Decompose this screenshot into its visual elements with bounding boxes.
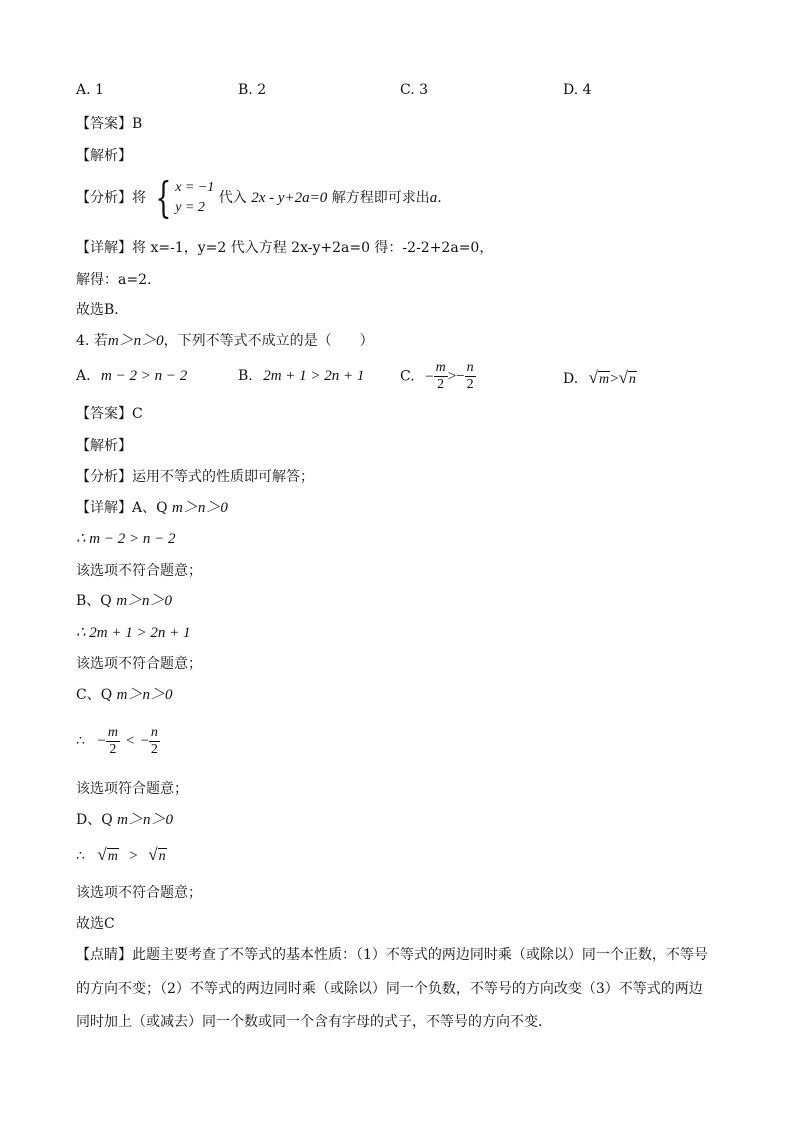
- q4-option-a: [76, 368, 187, 385]
- fraction-n-over-2: $\frac{n}{2}$: [150, 724, 158, 757]
- detail-head: B、Q: [76, 593, 112, 609]
- option-a-expr: m − 2 > n − 2: [101, 368, 188, 384]
- q4-detail-d-verdict: 该选项不符合题意；: [76, 885, 202, 901]
- q4-dianjing-1: [76, 945, 708, 965]
- q3-analysis-tag: 【解析】: [76, 148, 132, 164]
- q4-answer: [76, 404, 143, 424]
- system-row-2: y = 2: [175, 200, 205, 215]
- answer-tag: 【答案】: [76, 116, 132, 132]
- option-b-expr: 2m + 1 > 2n + 1: [263, 368, 365, 384]
- detail-head: C、Q: [76, 687, 113, 703]
- equation-system: [150, 173, 215, 222]
- q4-detail-b-result: [76, 623, 191, 643]
- q4-choose: 故选C: [76, 916, 115, 932]
- fenxi-var: a: [429, 190, 438, 206]
- detail-result: ∴ 2m + 1 > 2n + 1: [76, 625, 191, 641]
- option-label: A.: [76, 368, 91, 384]
- detail-condition: m＞n＞0: [117, 812, 173, 828]
- q4-detail-a-verdict: 该选项不符合题意；: [76, 563, 202, 579]
- fenxi-text: 运用不等式的性质即可解答；: [132, 469, 314, 485]
- q4-fenxi: [76, 467, 314, 487]
- sqrt-m: √m: [588, 368, 610, 387]
- answer-value: C: [132, 406, 143, 422]
- sqrt-n: √n: [148, 845, 166, 864]
- detail-head: A、Q: [132, 500, 168, 516]
- option-label: C.: [400, 368, 415, 385]
- fraction-n-over-2: $\frac{n}{2}$: [466, 360, 474, 392]
- fraction-m-over-2: $\frac{m}{2}$: [435, 360, 446, 392]
- q4-detail-c-verdict: 该选项符合题意；: [76, 781, 188, 797]
- fraction-m-over-2: $\frac{m}{2}$: [107, 724, 118, 757]
- stem-post: ，下列不等式不成立的是（ ）: [163, 333, 374, 349]
- option-label: D.: [563, 371, 579, 387]
- therefore-symbol: ∴: [76, 733, 85, 749]
- fenxi-pre: 将: [132, 190, 146, 206]
- q4-detail-a-result: [76, 529, 176, 549]
- q3-fenxi: [76, 173, 442, 222]
- answer-value: B: [132, 116, 143, 132]
- stem-condition: m＞n＞0: [107, 333, 164, 349]
- stem-pre: 4. 若: [76, 333, 108, 349]
- q4-stem: [76, 331, 374, 351]
- q4-option-d: D. √m>√n: [563, 368, 636, 387]
- q4-detail-d: [76, 810, 173, 830]
- detail-condition: m＞n＞0: [116, 593, 173, 609]
- system-row-1: x = −1: [175, 180, 215, 195]
- fenxi-end: .: [437, 190, 442, 206]
- sqrt-n: √n: [618, 368, 636, 387]
- fenxi-tag: 【分析】: [76, 469, 132, 485]
- q4-detail-a: [76, 498, 228, 518]
- q3-choose: 故选B．: [76, 302, 129, 318]
- fenxi-mid: 代入: [218, 190, 247, 206]
- q3-option-b: B. 2: [238, 82, 267, 98]
- detail-condition: m＞n＞0: [116, 687, 173, 703]
- brace-icon: {: [155, 173, 172, 222]
- q3-option-d: D. 4: [563, 82, 592, 98]
- q4-option-c: C. − $\frac{m}{2}$ >− $\frac{n}{2}$: [400, 360, 474, 392]
- q4-option-b: [238, 368, 364, 385]
- detail-condition: m＞n＞0: [172, 500, 228, 516]
- q4-detail-b: [76, 591, 172, 611]
- xiangjie-tag: 【详解】: [76, 500, 132, 516]
- dianjing-tag: 【点睛】: [76, 947, 132, 963]
- q3-option-a: A. 1: [76, 82, 104, 98]
- q3-xiangjie: [76, 238, 493, 258]
- xiangjie-text: 将 x=-1，y=2 代入方程 2x-y+2a=0 得：-2-2+2a=0，: [132, 240, 494, 256]
- fenxi-post: 解方程即可求出: [331, 190, 430, 206]
- fenxi-equation: 2x - y+2a=0: [251, 190, 328, 206]
- q4-detail-d-result: ∴ √m > √n: [76, 845, 167, 867]
- therefore-symbol: ∴: [76, 848, 85, 864]
- q4-dianjing-2: 的方向不变；（2）不等式的两边同时乘（或除以）同一个负数，不等号的方向改变（3）不等式的两边: [76, 981, 703, 997]
- q4-dianjing-3: 同时加上（或减去）同一个数或同一个含有字母的式子，不等号的方向不变．: [76, 1014, 552, 1030]
- q4-detail-b-verdict: 该选项不符合题意；: [76, 656, 202, 672]
- dianjing-text: 此题主要考查了不等式的基本性质：（1）不等式的两边同时乘（或除以）同一个正数，不等号: [132, 947, 708, 963]
- xiangjie-tag: 【详解】: [76, 240, 132, 256]
- answer-tag: 【答案】: [76, 406, 132, 422]
- sqrt-m: √m: [97, 845, 118, 864]
- q4-detail-c-result: ∴ − $\frac{m}{2}$ < − $\frac{n}{2}$: [76, 724, 158, 757]
- q3-solve: 解得：a=2.: [76, 272, 152, 288]
- q4-detail-c: [76, 685, 173, 705]
- q4-analysis-tag: 【解析】: [76, 438, 132, 454]
- q3-answer: [76, 114, 142, 134]
- detail-head: D、Q: [76, 812, 113, 828]
- option-label: B.: [238, 368, 253, 384]
- detail-result: ∴ m − 2 > n − 2: [76, 531, 176, 547]
- fenxi-tag: 【分析】: [76, 190, 132, 206]
- q3-option-c: C. 3: [400, 82, 429, 98]
